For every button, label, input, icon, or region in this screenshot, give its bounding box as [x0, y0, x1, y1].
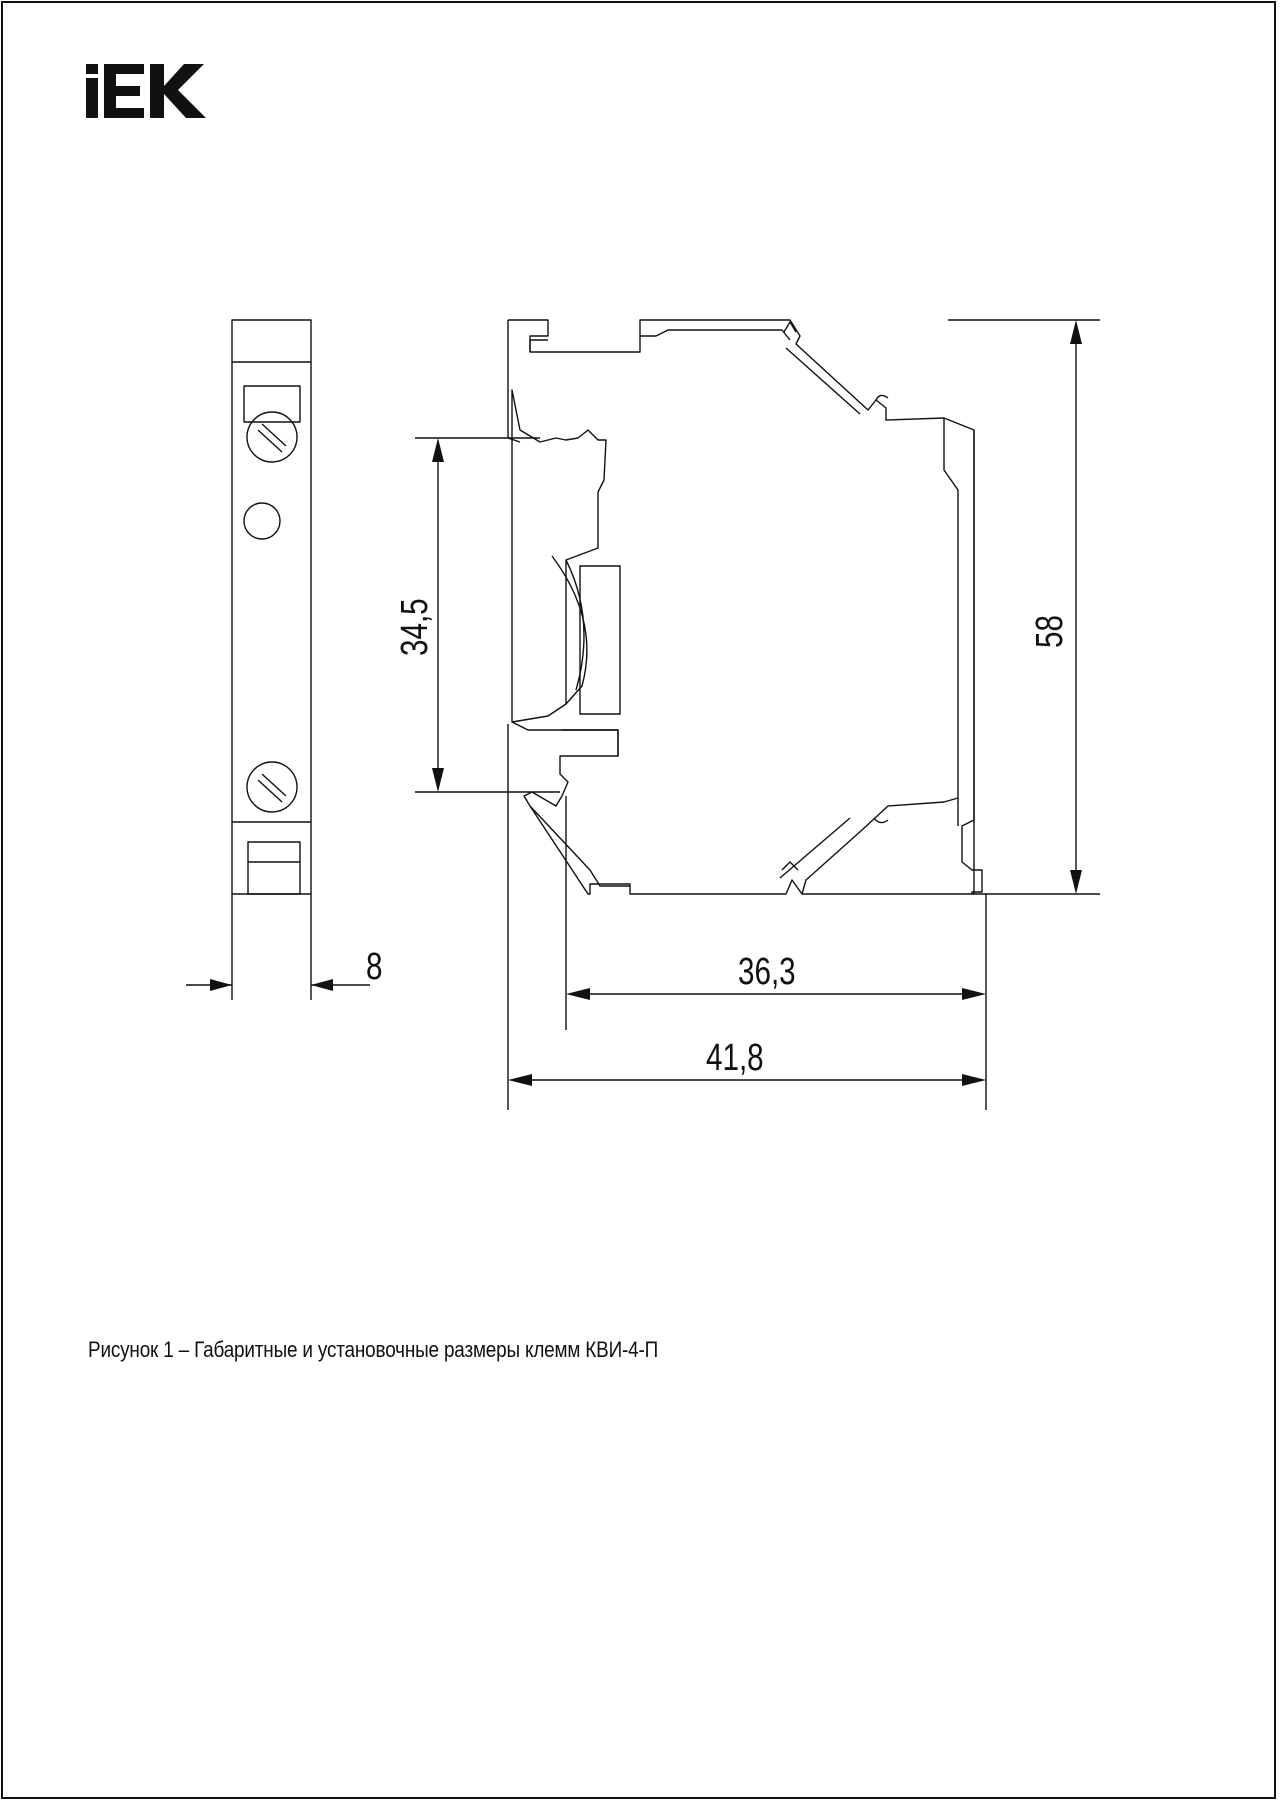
- screw-bottom-icon: [247, 762, 297, 812]
- side-view: [232, 320, 311, 1000]
- dim-depth-total-label: 41,8: [706, 1036, 764, 1079]
- dim-depth-inner-label: 36,3: [738, 950, 796, 993]
- figure-caption: Рисунок 1 – Габаритные и установочные размеры клемм КВИ-4-П: [88, 1337, 659, 1362]
- dim-width-side-label: 8: [366, 945, 383, 988]
- hole-icon: [244, 503, 280, 539]
- screw-top-icon: [247, 412, 297, 462]
- dim-height-total-label: 58: [1028, 615, 1071, 648]
- dim-height-rail-label: 34,5: [393, 598, 436, 656]
